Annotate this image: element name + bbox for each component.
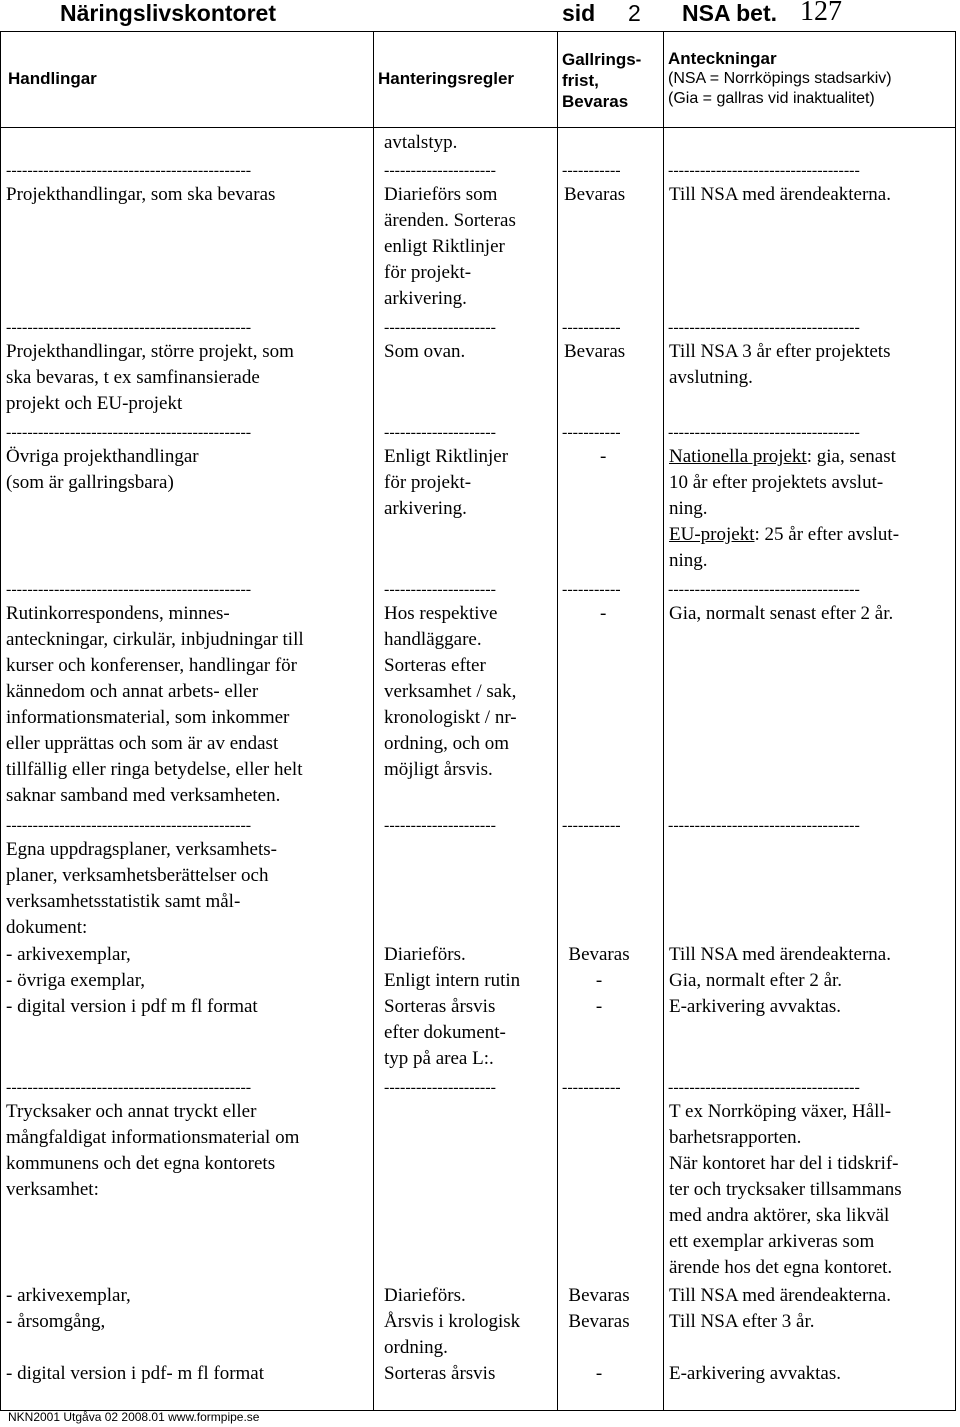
row6-frist: Bevaras Bevaras - — [568, 1285, 630, 1384]
row6-handlingar-intro: Trycksaker och annat tryckt eller mångfaldigat informationsmaterial om kommunens och det egna kontorets verksamhet: — [6, 1101, 300, 1200]
separator-col3: ----------- — [562, 320, 621, 336]
row3-anteckningar — [669, 444, 899, 574]
header-gallringsfrist-line3: Bevaras — [562, 92, 629, 111]
separator-col3: ----------- — [562, 1080, 621, 1096]
separator-col2: --------------------- — [384, 320, 496, 336]
row3-eu-text: : 25 år efter avslut- ning. — [669, 524, 900, 571]
header-hanteringsregler: Hanteringsregler — [378, 69, 515, 88]
separator-col2: --------------------- — [384, 818, 496, 834]
header-anteckningar-nsa: (NSA = Norrköpings stadsarkiv) — [668, 70, 892, 87]
separator-col4: ------------------------------------ — [668, 425, 860, 441]
separator-col4: ------------------------------------ — [668, 163, 860, 179]
row3-eu-label: EU-projekt — [669, 524, 755, 545]
row3-frist: - — [600, 446, 607, 467]
separator-col3: ----------- — [562, 425, 621, 441]
separator-col2: --------------------- — [384, 425, 496, 441]
office-name: Näringslivskontoret — [60, 0, 276, 26]
row2-frist: Bevaras — [564, 341, 626, 362]
separator-col4: ------------------------------------ — [668, 818, 860, 834]
col-divider-1 — [373, 31, 374, 1411]
row6-handlingar-items: - arkivexemplar, - årsomgång, - digital version i pdf- m fl format — [6, 1285, 265, 1384]
nsa-number: 127 — [800, 0, 842, 27]
sid-label: sid — [562, 0, 596, 26]
row1-anteckningar: Till NSA med ärendeakterna. — [669, 184, 891, 205]
row1-regler: Diarieförs som ärenden. Sorteras enligt Riktlinjer för projekt- arkivering. — [384, 184, 516, 309]
header-handlingar: Handlingar — [8, 69, 97, 88]
separator-col2: --------------------- — [384, 1080, 496, 1096]
row3-nationella-text: : gia, senast 10 år efter projektets avslut- ning. — [669, 446, 896, 519]
row1-handlingar: Projekthandlingar, som ska bevaras — [6, 184, 276, 205]
row6-anteckningar-intro: T ex Norrköping växer, Håll- barhetsrapporten. När kontoret har del i tidskrif- ter och trycksaker tillsammans med andra aktörer, ska likväl ett exemplar arkiveras som ärende hos det egna kontoret. — [669, 1101, 902, 1278]
row3-regler: Enligt Riktlinjer för projekt- arkivering. — [384, 446, 509, 519]
row5-handlingar-intro: Egna uppdragsplaner, verksamhets- planer, verksamhetsberättelser och verksamhetsstatistik samt mål- dokument: — [6, 839, 277, 938]
row2-anteckningar: Till NSA 3 år efter projektets avslutning. — [669, 341, 891, 388]
separator-col1: ---------------------------------------------- — [6, 163, 252, 179]
separator-col2: --------------------- — [384, 582, 496, 598]
header-anteckningar-title: Anteckningar — [668, 49, 777, 68]
header-anteckningar — [668, 49, 892, 109]
row5-frist: Bevaras - - — [568, 944, 630, 1017]
row4-frist: - — [600, 603, 607, 624]
header-gallringsfrist — [562, 49, 641, 112]
row5-regler: Diarieförs. Enligt intern rutin Sorteras årsvis efter dokument- typ på area L:. — [384, 944, 521, 1069]
header-divider — [0, 127, 956, 128]
header-gallringsfrist-line2: frist, — [562, 71, 599, 90]
header-gallringsfrist-line1: Gallrings- — [562, 50, 642, 69]
separator-col1: ---------------------------------------------- — [6, 1080, 252, 1096]
page-number: 2 — [628, 0, 641, 26]
separator-col4: ------------------------------------ — [668, 1080, 860, 1096]
separator-col4: ------------------------------------ — [668, 320, 860, 336]
row3-handlingar: Övriga projekthandlingar (som är gallringsbara) — [6, 446, 199, 493]
row5-handlingar-items: - arkivexemplar, - övriga exemplar, - digital version i pdf m fl format — [6, 944, 258, 1017]
header-anteckningar-gia: (Gia = gallras vid inaktualitet) — [668, 90, 875, 107]
row4-regler: Hos respektive handläggare. Sorteras efter verksamhet / sak, kronologiskt / nr- ordning, och om möjligt årsvis. — [384, 603, 517, 780]
row0-regler: avtalstyp. — [384, 132, 458, 153]
separator-col1: ---------------------------------------------- — [6, 582, 252, 598]
col-divider-3 — [663, 31, 664, 1411]
nsa-label: NSA bet. — [682, 0, 777, 26]
separator-col4: ------------------------------------ — [668, 582, 860, 598]
row2-handlingar: Projekthandlingar, större projekt, som ska bevaras, t ex samfinansierade projekt och EU-projekt — [6, 341, 294, 414]
row6-anteckningar-items: Till NSA med ärendeakterna. Till NSA efter 3 år. E-arkivering avvaktas. — [669, 1285, 891, 1384]
separator-col1: ---------------------------------------------- — [6, 818, 252, 834]
row1-frist: Bevaras — [564, 184, 626, 205]
row4-anteckningar: Gia, normalt senast efter 2 år. — [669, 603, 894, 624]
row3-nationella-label: Nationella projekt — [669, 446, 807, 467]
separator-col1: ---------------------------------------------- — [6, 320, 252, 336]
separator-col3: ----------- — [562, 818, 621, 834]
separator-col1: ---------------------------------------------- — [6, 425, 252, 441]
row4-handlingar: Rutinkorrespondens, minnes- anteckningar, cirkulär, inbjudningar till kurser och konferenser, handlingar för kännedom och annat arbets- eller informationsmaterial, som inkommer eller upprättas och som är av endast tillfällig eller ringa betydelse, eller helt saknar samband med verksamheten. — [6, 603, 304, 806]
col-divider-2 — [557, 31, 558, 1411]
separator-col3: ----------- — [562, 582, 621, 598]
separator-col3: ----------- — [562, 163, 621, 179]
separator-col2: --------------------- — [384, 163, 496, 179]
row5-anteckningar: Till NSA med ärendeakterna. Gia, normalt efter 2 år. E-arkivering avvaktas. — [669, 944, 891, 1017]
row6-regler: Diarieförs. Årsvis i krologisk ordning. Sorteras årsvis — [384, 1285, 521, 1384]
footer-text: NKN2001 Utgåva 02 2008.01 www.formpipe.se — [8, 1410, 260, 1424]
row2-regler: Som ovan. — [384, 341, 466, 362]
